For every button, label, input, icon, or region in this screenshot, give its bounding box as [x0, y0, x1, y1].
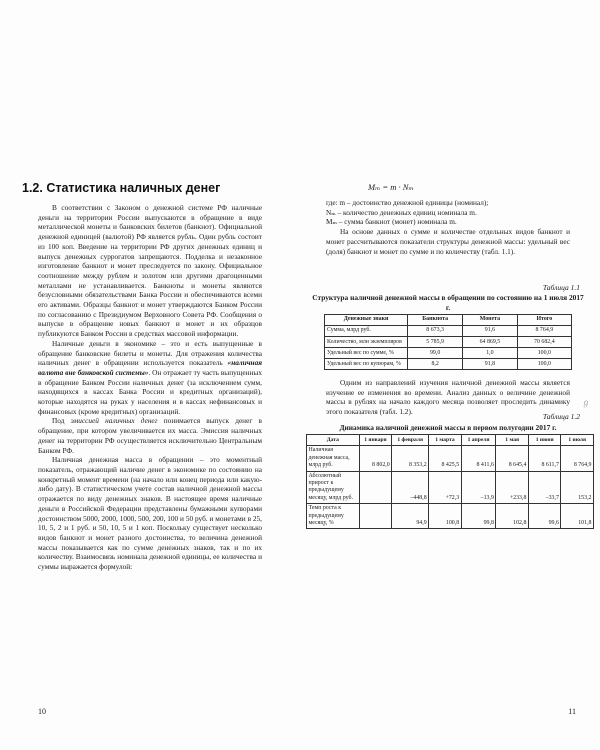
table-cell: 8 353,2	[392, 446, 429, 471]
paragraph-structure: На основе данных о сумме и количестве отдельных видов банкнот и монет рассчитываются показатели структуры денежной массы: удельный вес (доля) банкнот и монет по сумме и по количеству (табл. 1.1).	[326, 227, 570, 256]
table-cell: Количество, млн экземпляров	[325, 337, 408, 348]
table-cell: –13,9	[461, 471, 496, 504]
table-cell: 99,0	[408, 348, 463, 359]
formula-where-mm: Mₘ – сумма банкнот (монет) номинала m.	[326, 217, 457, 227]
emphasis: эмиссией наличных денег	[70, 416, 158, 426]
left-text-column	[38, 203, 262, 572]
table2-header-cell: 1 января	[359, 435, 392, 446]
table-cell: 1,0	[463, 348, 518, 359]
table-cell: 100,0	[517, 359, 571, 370]
table2-title: Динамика наличной денежной массы в первом полугодии 2017 г.	[339, 423, 557, 432]
table-cell: 99,8	[461, 504, 496, 529]
table-cell: 100,8	[429, 504, 462, 529]
table2-header-cell: 1 апреля	[461, 435, 496, 446]
table-cell: 91,6	[463, 326, 518, 337]
paragraph-3: Под эмиссией наличных денег понимается выпуск денег в обращение, при котором увеличивается их масса. Эмиссия наличных денег на территории РФ осуществляется исключительно Центральным Банком РФ.	[38, 416, 263, 455]
table-cell: –448,8	[392, 471, 429, 504]
table1-header-cell: Монета	[463, 315, 518, 326]
table-cell: 8 611,7	[528, 446, 561, 471]
table-cell: 64 869,5	[463, 337, 518, 348]
table-cell: 8 764,9	[517, 326, 571, 337]
table-cell: Сумма, млрд руб.	[325, 326, 408, 337]
formula-where-n: Nₘ – количество денежных единиц номинала m.	[326, 207, 477, 217]
page-number-right: 11	[568, 707, 576, 716]
table2-header-cell: Дата	[307, 435, 360, 446]
table-cell: 70 682,4	[517, 337, 571, 348]
table-row	[307, 504, 594, 529]
table-cell: 153,2	[561, 471, 594, 504]
scan-mark: ℊ	[582, 398, 590, 407]
right-text-top	[326, 198, 570, 256]
table1-header-cell: Банкнота	[408, 315, 463, 326]
paragraph-dynamics: Одним из направлений изучения наличной денежной массы является изучение ее изменения во времени. Анализ данных о величине денежной массы в рублях на начало каждого месяца позволяет проследить динамику этого показателя (табл. 1.2).	[326, 378, 570, 417]
table2-header-cell: 1 мая	[496, 435, 529, 446]
table1-header-row	[325, 315, 572, 326]
table2-header-cell: 1 марта	[429, 435, 462, 446]
table1-caption: Таблица 1.1	[542, 283, 580, 292]
table-cell: 102,8	[496, 504, 529, 529]
table-row	[307, 446, 594, 471]
table-cell: 8 802,0	[359, 446, 392, 471]
right-page	[300, 0, 600, 750]
paragraph-2: Наличные деньги в экономике – это и есть выпущенные в обращение банковские билеты и монеты. Для отражения количества наличных денег в обращении используется показатель «наличная валюта вне банковской системы». Он отражает ту часть выпущенных в обращение Банком России наличных денег (за исключением сумм, находящихся в кассах Банка России и кредитных организаций), которые находятся на руках у населения и в кассах нефинансовых и финансовых (кроме кредитных) организаций.	[38, 338, 262, 416]
table-cell: 94,9	[392, 504, 429, 529]
paragraph-4: Наличная денежная масса в обращении – это моментный показатель, отражающий наличие денег в экономике по состоянию на конкретный момент времени (на начало или конец периода или какую-либо дату). В статистическом учете состав наличной денежной массы отражается по виду денежных знаков. В настоящее время наличные деньги в Российской Федерации представлены бумажными купюрами достоинством 5000, 2000, 1000, 500, 200, 100 и 50 руб. и монетами в 25, 10, 5, 2 и 1 руб. и 50, 10, 5 и 1 коп. Поскольку существует несколько видов банкнот и монет разного достоинства, то величина денежной массы показывается как по сумме денежных знаков, так и по их количеству. Взаимосвязь номинала денежной единицы, ее количества и суммы выражается формулой:	[38, 455, 262, 572]
table-cell: Наличная денежная масса, млрд руб.	[307, 446, 360, 471]
table-cell	[359, 471, 392, 504]
table-cell: 8 411,6	[461, 446, 496, 471]
table-row	[325, 326, 572, 337]
table-row	[307, 471, 594, 504]
table-cell: +72,3	[429, 471, 462, 504]
table-cell: Удельный вес по сумме, %	[325, 348, 408, 359]
emphasis: «наличная валюта вне банковской системы»	[38, 358, 262, 377]
table1	[324, 314, 572, 370]
table-cell: 8 425,5	[429, 446, 462, 471]
table-cell: 100,0	[517, 348, 571, 359]
table2	[306, 434, 594, 529]
right-text-middle	[326, 378, 570, 417]
table-cell: –33,7	[528, 471, 561, 504]
table-cell: +233,8	[496, 471, 529, 504]
table-cell	[359, 504, 392, 529]
table-cell: Абсолютный прирост к предыдущему месяцу, млрд руб.	[307, 471, 360, 504]
table-cell: 5 785,9	[408, 337, 463, 348]
page-number-left: 10	[38, 707, 46, 716]
table-cell: Темп роста к предыдущему месяцу, %	[307, 504, 360, 529]
table-row	[325, 337, 572, 348]
section-heading: 1.2. Статистика наличных денег	[22, 181, 221, 195]
table-cell: 99,6	[528, 504, 561, 529]
table2-header-cell: 1 июня	[528, 435, 561, 446]
table-row	[325, 348, 572, 359]
table1-header-cell: Денежные знаки	[325, 315, 408, 326]
table2-header-row	[307, 435, 594, 446]
formula: Mₘ = m · Nₘ	[368, 182, 414, 192]
table1-title: Структура наличной денежной массы в обращении по состоянию на 1 июля 2017 г.	[312, 293, 584, 312]
table-cell: 8 673,3	[408, 326, 463, 337]
table-cell: 8 645,4	[496, 446, 529, 471]
formula-where-m: где: m – достоинство денежной единицы (номинал);	[326, 198, 489, 207]
table-cell: 8 764,9	[561, 446, 594, 471]
table-cell: 91,8	[463, 359, 518, 370]
table-row	[325, 359, 572, 370]
table2-header-cell: 1 февраля	[392, 435, 429, 446]
paragraph-1: В соответствии с Законом о денежной системе РФ наличные деньги на территории России выпускаются в обращение в виде металлической монеты и банковских билетов (банкнот). Официальной денежной единицей (валютой) РФ является рубль. Один рубль состоит из 100 коп. Введение на территории РФ других денежных единиц и выпуск денежных суррогатов запрещаются. Подделка и незаконное изготовление банкнот и монет преследуется по закону. Официальное соотношение между рублем и золотом или другими драгоценными металлами не устанавливается. Банкноты и монеты являются безусловными обязательствами Банка России и обеспечиваются всеми его активами. Образцы банкнот и монет утверждаются Банком России по согласованию с Президиумом Верховного Совета РФ. Сообщения о выпуске в обращение новых банкнот и монет и их образцов публикуются Банком России в средствах массовой информации.	[38, 203, 262, 339]
table-cell: 101,8	[561, 504, 594, 529]
table2-header-cell: 1 июля	[561, 435, 594, 446]
table1-header-cell: Итого	[517, 315, 571, 326]
table-cell: 8,2	[408, 359, 463, 370]
table-cell: Удельный вес по купюрам, %	[325, 359, 408, 370]
table2-caption: Таблица 1.2	[542, 412, 580, 421]
